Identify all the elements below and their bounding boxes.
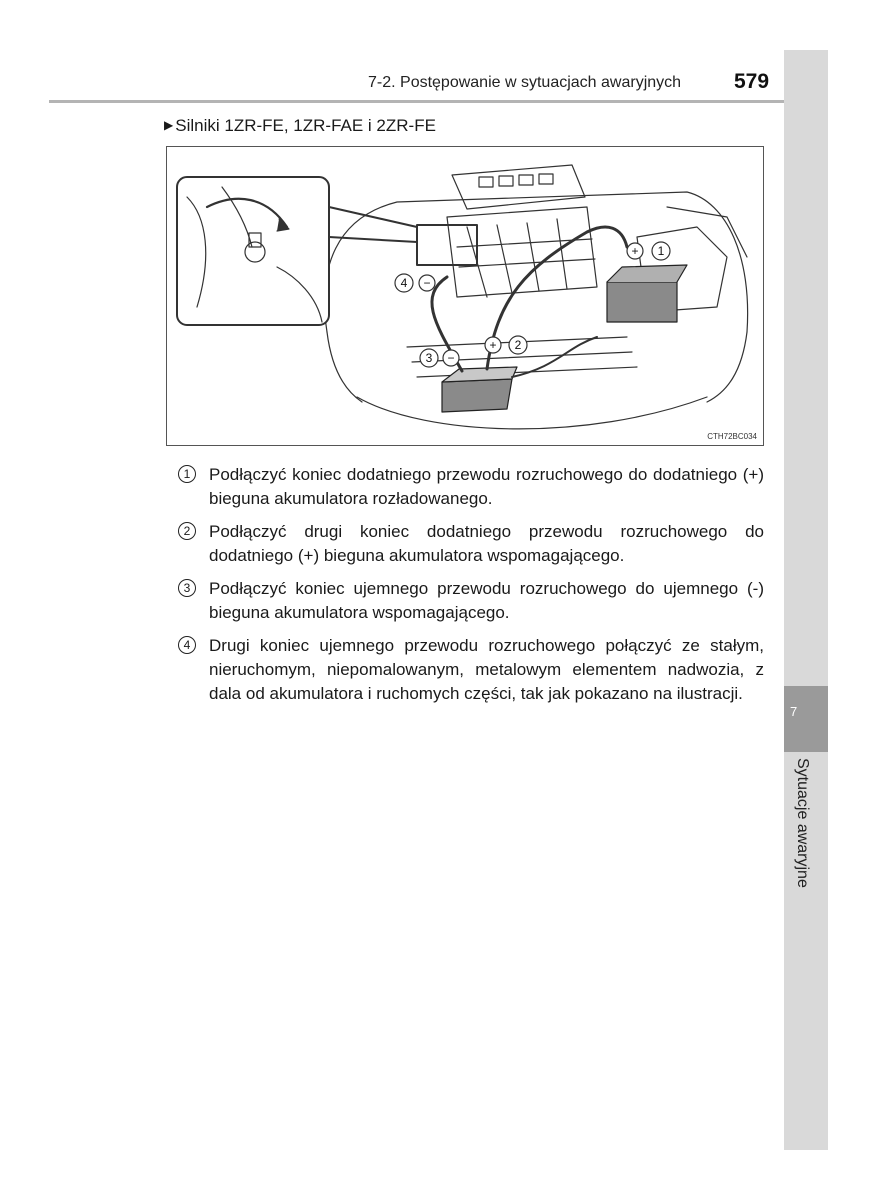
step-item [178, 577, 764, 625]
callout-2: 2 [514, 338, 522, 352]
callout-3: 3 [425, 351, 433, 365]
plus-label-2: + [489, 338, 497, 352]
section-heading [164, 116, 436, 136]
triangle-marker-icon: ▶ [164, 118, 174, 132]
side-tab-background [784, 50, 828, 686]
engine-illustration [166, 146, 764, 446]
plus-label-1: + [631, 244, 639, 258]
engine-bay-drawing [167, 147, 763, 445]
step-text: Podłączyć drugi koniec dodatniego przewodu rozruchowego do dodatniego (+) bieguna akumulatora wspomagającego. [209, 522, 764, 565]
page-number: 579 [734, 70, 770, 93]
step-item [178, 463, 764, 511]
chapter-tab[interactable] [784, 686, 828, 752]
running-header: 7-2. Postępowanie w sytuacjach awaryjnych [368, 74, 682, 91]
step-text: Drugi koniec ujemnego przewodu rozruchowego połączyć ze stałym, nieruchomym, niepomalowanym, metalowym elementem nadwozia, z dala od akumulatora i ruchomych części, tak jak pokazano na ilustracji. [209, 636, 764, 703]
step-text: Podłączyć koniec dodatniego przewodu rozruchowego do dodatniego (+) bieguna akumulatora rozładowanego. [209, 465, 764, 508]
fender-left [327, 332, 362, 402]
callout-4: 4 [400, 276, 408, 290]
step-number: 4 [178, 636, 196, 654]
minus-label-3: − [447, 351, 455, 365]
discharged-battery [607, 282, 677, 322]
chapter-title: Sytuacje awaryjne [794, 758, 811, 888]
positive-cable [487, 227, 627, 369]
inset-frame [177, 177, 329, 325]
header-rule [49, 100, 784, 103]
figure-code: CTH72BC034 [707, 432, 757, 441]
minus-label-4: − [423, 276, 431, 290]
fender-right [707, 332, 747, 402]
bumper-outline [357, 397, 707, 429]
instruction-steps [178, 463, 764, 715]
step-number: 3 [178, 579, 196, 597]
step-number: 2 [178, 522, 196, 540]
section-heading-text: Silniki 1ZR-FE, 1ZR-FAE i 2ZR-FE [175, 116, 436, 135]
step-number: 1 [178, 465, 196, 483]
step-item [178, 634, 764, 706]
step-text: Podłączyć koniec ujemnego przewodu rozruchowego do ujemnego (-) bieguna akumulatora wspomagającego. [209, 579, 764, 622]
booster-battery [442, 379, 512, 412]
cover-slot [479, 177, 493, 187]
step-item [178, 520, 764, 568]
engine-cover [452, 165, 585, 209]
inset-leader [329, 207, 417, 242]
chapter-number: 7 [790, 704, 798, 719]
callout-1: 1 [657, 244, 665, 258]
